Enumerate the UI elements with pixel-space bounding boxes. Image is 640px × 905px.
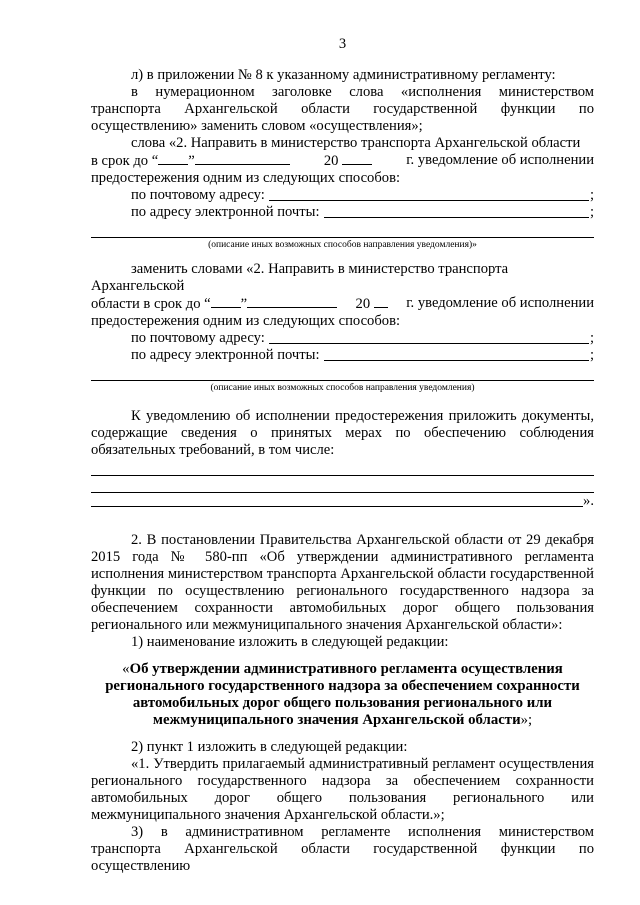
- page-number: 3: [338, 36, 347, 52]
- old-postal-label: по почтовому адресу:: [131, 187, 265, 203]
- old-postal-end: ;: [589, 187, 594, 203]
- document-page: [91, 36, 594, 875]
- old-words-line3: предостережения одним из следующих способов:: [91, 170, 401, 186]
- new-title: «Об утверждении административного регламента осуществления регионального государственного надзора за обеспечением сохранности автомобильных дорог общего пользования регионального или межмуниципального значения Архангельской области»;: [105, 661, 580, 728]
- old-email-label: по адресу электронной почты:: [131, 204, 320, 220]
- old-date-fragment: в срок до “ ”: [91, 152, 290, 170]
- new-email-line: [91, 347, 594, 364]
- new-other-methods-rule: [91, 364, 594, 381]
- section-2-item1: 1) наименование изложить в следующей редакции:: [131, 634, 449, 650]
- new-date-fragment: области в срок до “ ”: [91, 295, 337, 313]
- new-notice-fragment: г. уведомление об исполнении: [406, 295, 594, 311]
- new-words-line2: [91, 295, 594, 313]
- section-2-intro: 2. В постановлении Правительства Архангельской области от 29 декабря 2015 года № 580-пп «Об утверждении административного регламента исполнения министерством транспорта Архангельской области государственной функции по осуществлению регионального государственного надзора за обеспечением сохранности автомобильных дорог общего пользования регионального или межмуниципального значения Архангельской области»:: [91, 532, 594, 633]
- old-year-blank: [342, 152, 372, 165]
- old-email-line: [91, 204, 594, 221]
- old-postal-blank: [269, 187, 589, 201]
- old-notice-fragment: г. уведомление об исполнении: [406, 152, 594, 168]
- old-email-blank: [324, 204, 589, 218]
- old-email-end: ;: [589, 204, 594, 220]
- section-2-item2: 2) пункт 1 изложить в следующей редакции:: [131, 739, 408, 755]
- old-month-blank: [195, 152, 290, 165]
- section-2-item2-text: «1. Утвердить прилагаемый административный регламент осуществления регионального государственного надзора за обеспечением сохранности автомобильных дорог общего пользования регионального или межмуниципального значения Архангельской области.»;: [91, 756, 594, 823]
- new-postal-label: по почтовому адресу:: [131, 330, 265, 346]
- old-year-fragment: 20: [324, 152, 372, 170]
- old-words-line1: слова «2. Направить в министерство транспорта Архангельской области: [131, 135, 581, 151]
- attach-end: ».: [583, 493, 594, 509]
- attach-rule-3-blank: [91, 493, 583, 507]
- attach-text: К уведомлению об исполнении предостережения приложить документы, содержащие сведения о принятых мерах по обеспечению соблюдения обязательных требований, в том числе:: [91, 408, 594, 458]
- new-email-blank: [324, 347, 589, 361]
- attach-rule-3: [91, 493, 594, 510]
- section-l-heading-change: в нумерационном заголовке слова «исполнения министерством транспорта Архангельской области государственной функции по осуществлению» заменить словом «осуществления»;: [91, 84, 594, 134]
- new-other-methods-caption: (описание иных возможных способов направления уведомления): [210, 383, 475, 393]
- new-postal-line: [91, 330, 594, 347]
- new-month-blank: [247, 295, 337, 308]
- old-other-methods-rule: [91, 221, 594, 238]
- attach-rule-2: [91, 476, 594, 493]
- new-year-blank: [374, 295, 388, 308]
- section-l-intro: л) в приложении № 8 к указанному административному регламенту:: [131, 67, 556, 83]
- old-postal-line: [91, 187, 594, 204]
- new-postal-end: ;: [589, 330, 594, 346]
- old-other-methods-caption: (описание иных возможных способов направления уведомления)»: [208, 240, 477, 250]
- new-day-blank: [211, 295, 241, 308]
- old-day-blank: [158, 152, 188, 165]
- old-words-line2: [91, 152, 594, 170]
- new-email-label: по адресу электронной почты:: [131, 347, 320, 363]
- new-words-line1: заменить словами «2. Направить в министерство транспорта Архангельской: [91, 261, 509, 294]
- attach-rule-1: [91, 459, 594, 476]
- section-2-item3: 3) в административном регламенте исполнения министерством транспорта Архангельской области государственной функции по осуществлению: [91, 824, 594, 874]
- new-year-fragment: 20: [356, 295, 388, 313]
- new-postal-blank: [269, 330, 589, 344]
- new-email-end: ;: [589, 347, 594, 363]
- new-words-line3: предостережения одним из следующих способов:: [91, 313, 401, 329]
